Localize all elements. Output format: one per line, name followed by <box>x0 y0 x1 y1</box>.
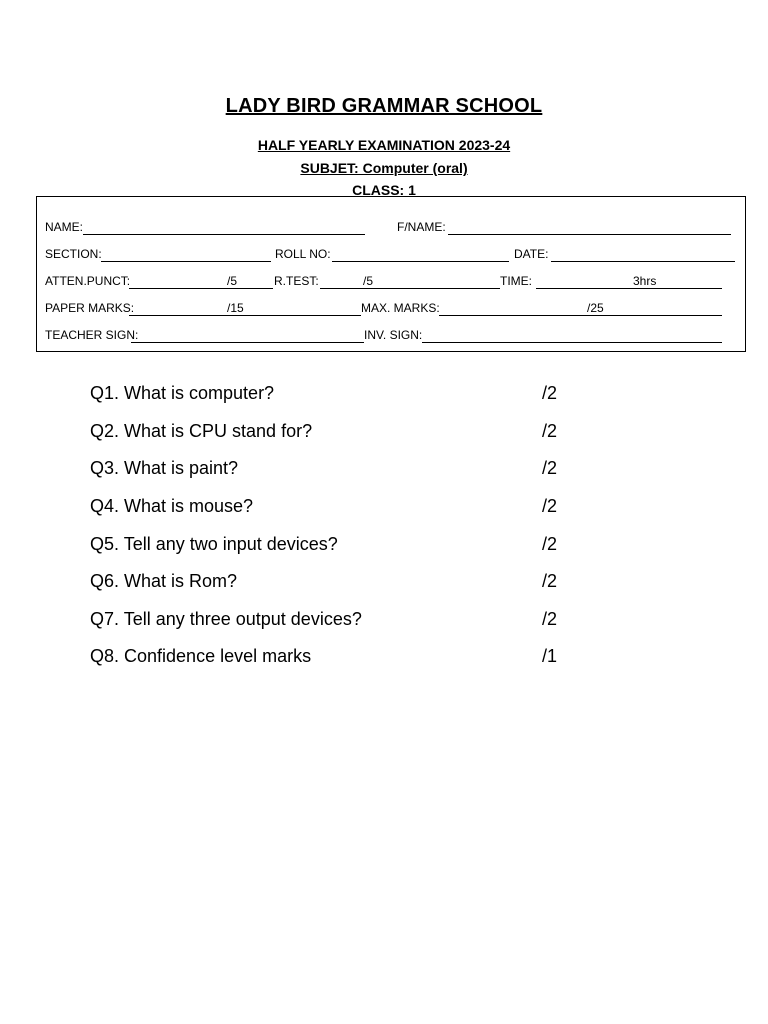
max-marks-total: /25 <box>587 301 604 315</box>
question-1-marks: /2 <box>542 383 558 403</box>
rtest-label: R.TEST: <box>274 274 319 288</box>
time-value: 3hrs <box>633 274 657 288</box>
teacher-sign-label: TEACHER SIGN: <box>45 328 139 342</box>
section-line[interactable] <box>101 261 271 262</box>
date-line[interactable] <box>551 261 735 262</box>
teacher-sign-line[interactable] <box>131 342 364 343</box>
info-row-marks <box>45 301 737 319</box>
paper-marks-line[interactable] <box>129 315 361 316</box>
max-marks-line[interactable] <box>439 315 722 316</box>
question-8-marks: /1 <box>542 646 558 666</box>
subject-title: SUBJET: Computer (oral) <box>300 160 468 176</box>
rtest-total: /5 <box>363 274 374 288</box>
name-line[interactable] <box>83 234 365 235</box>
name-label: NAME: <box>45 220 84 234</box>
question-1: Q1. What is computer? <box>90 383 275 403</box>
question-5-marks: /2 <box>542 534 558 554</box>
question-4: Q4. What is mouse? <box>90 496 254 516</box>
question-2-marks: /2 <box>542 421 558 441</box>
inv-sign-label: INV. SIGN: <box>364 328 423 342</box>
question-4-marks: /2 <box>542 496 558 516</box>
inv-sign-line[interactable] <box>422 342 722 343</box>
question-6: Q6. What is Rom? <box>90 571 238 591</box>
fname-label: F/NAME: <box>397 220 446 234</box>
exam-title: HALF YEARLY EXAMINATION 2023-24 <box>257 137 511 153</box>
time-line[interactable] <box>536 288 722 289</box>
info-row-name <box>45 220 737 238</box>
time-label: TIME: <box>500 274 532 288</box>
question-2: Q2. What is CPU stand for? <box>90 421 313 441</box>
info-row-sign <box>45 328 737 346</box>
school-title: LADY BIRD GRAMMAR SCHOOL <box>225 95 543 117</box>
date-label: DATE: <box>514 247 549 261</box>
atten-total: /5 <box>227 274 238 288</box>
info-row-section <box>45 247 737 265</box>
section-label: SECTION: <box>45 247 102 261</box>
class-title: CLASS: 1 <box>352 182 416 198</box>
atten-label: ATTEN.PUNCT: <box>45 274 131 288</box>
rtest-line[interactable] <box>320 288 500 289</box>
question-7-marks: /2 <box>542 609 558 629</box>
paper-marks-total: /15 <box>227 301 244 315</box>
fname-line[interactable] <box>448 234 731 235</box>
question-7: Q7. Tell any three output devices? <box>90 609 362 629</box>
info-row-atten <box>45 274 737 292</box>
question-6-marks: /2 <box>542 571 558 591</box>
roll-label: ROLL NO: <box>275 247 331 261</box>
question-3: Q3. What is paint? <box>90 458 239 478</box>
roll-line[interactable] <box>332 261 509 262</box>
max-marks-label: MAX. MARKS: <box>361 301 440 315</box>
question-3-marks: /2 <box>542 458 558 478</box>
student-info-box <box>36 196 746 352</box>
question-5: Q5. Tell any two input devices? <box>90 534 338 554</box>
question-8: Q8. Confidence level marks <box>90 646 312 666</box>
atten-line[interactable] <box>129 288 273 289</box>
paper-marks-label: PAPER MARKS: <box>45 301 135 315</box>
